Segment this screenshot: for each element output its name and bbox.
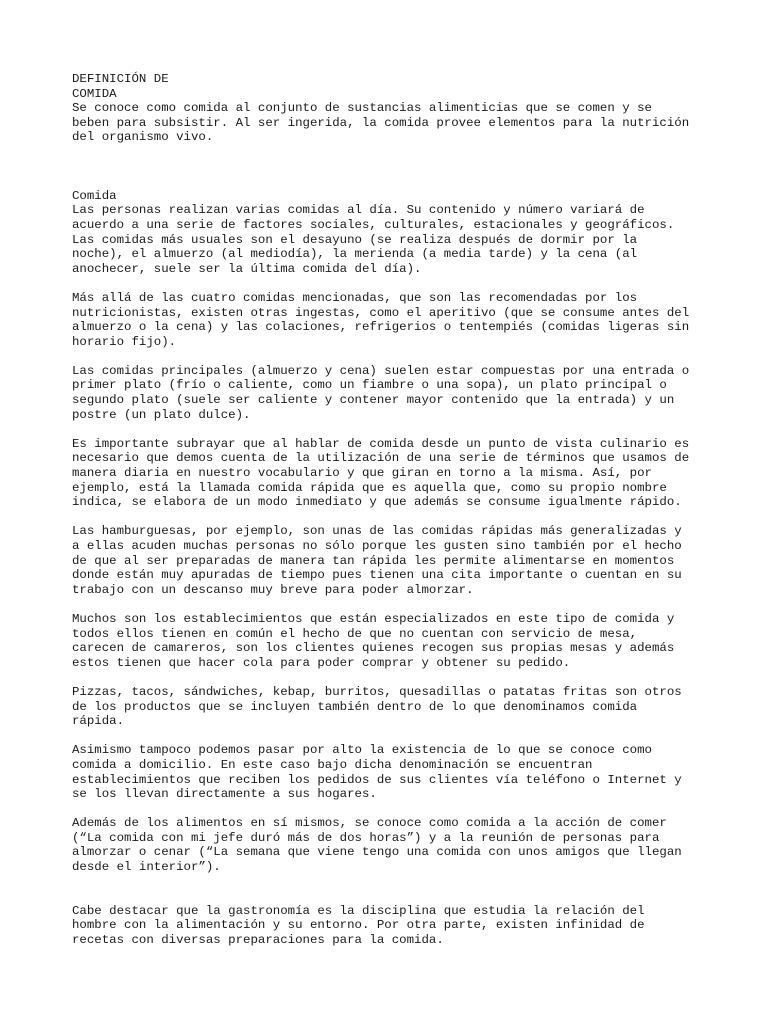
paragraph-gap — [72, 875, 712, 890]
text-line: beben para subsistir. Al ser ingerida, la comida provee elementos para la nutrición — [72, 115, 690, 130]
text-line: a ellas acuden muchas personas no sólo porque les gusten sino también por el hecho — [72, 539, 682, 553]
paragraph — [72, 524, 712, 597]
text-line: almorzar o cenar (“La semana que viene tengo una comida con unos amigos que llegan — [72, 845, 682, 860]
paragraph-gap — [72, 422, 712, 437]
text-line: recetas con diversas preparaciones para la comida. — [72, 933, 444, 948]
paragraph-gap — [72, 160, 712, 175]
paragraph — [72, 437, 712, 510]
paragraph — [72, 364, 712, 422]
text-line: carecen de camareros, son los clientes quienes recogen sus propias mesas y además — [72, 641, 675, 656]
paragraph — [72, 743, 712, 801]
text-line: Se conoce como comida al conjunto de sustancias alimenticias que se comen y se — [72, 101, 652, 116]
text-line: trabajo con un descanso muy breve para poder almorzar. — [72, 582, 474, 597]
text-line: manera diaria en nuestro vocabulario y que giran en torno a la misma. Así, por — [72, 466, 652, 481]
paragraph-gap — [72, 597, 712, 612]
paragraph-gap — [72, 889, 712, 904]
paragraph — [72, 685, 712, 729]
text-line: Es importante subrayar que al hablar de comida desde un punto de vista culinario es — [72, 436, 690, 451]
text-line: todos ellos tienen en común el hecho de que no cuentan con servicio de mesa, — [72, 626, 638, 641]
text-line: Asimismo tampoco podemos pasar por alto la existencia de lo que se conoce como — [72, 743, 652, 758]
paragraph — [72, 816, 712, 874]
text-line: segundo plato (suele ser caliente y contener mayor contenido que la entrada) y un — [72, 393, 675, 408]
paragraph-gap — [72, 174, 712, 189]
text-line: donde están muy apuradas de tiempo pues tienen una cita importante o cuentan en su — [72, 568, 682, 583]
text-line: almuerzo o la cena) y las colaciones, refrigerios o tentempiés (comidas ligeras sin — [72, 320, 690, 335]
text-line: COMIDA — [72, 86, 117, 101]
text-line: comida a domicilio. En este caso bajo dicha denominación se encuentran — [72, 757, 593, 772]
paragraph — [72, 904, 712, 948]
text-line: acuerdo a una serie de factores sociales, culturales, estacionales y geográficos. — [72, 217, 675, 232]
text-line: primer plato (frío o caliente, como un fiambre o una sopa), un plato principal o — [72, 378, 667, 393]
text-line: noche), el almuerzo (al mediodía), la merienda (a media tarde) y la cena (al — [72, 247, 638, 262]
paragraph — [72, 189, 712, 277]
text-line: nutricionistas, existen otras ingestas, como el aperitivo (que se consume antes del — [72, 305, 690, 320]
paragraph — [72, 612, 712, 670]
text-line: hombre con la alimentación y su entorno. Por otra parte, existen infinidad de — [72, 918, 645, 933]
text-line: desde el interior”). — [72, 860, 221, 875]
text-line: Las comidas principales (almuerzo y cena) suelen estar compuestas por una entrada o — [72, 363, 690, 378]
text-line: necesario que demos cuenta de la utilización de una serie de términos que usamos de — [72, 451, 690, 466]
text-line: Pizzas, tacos, sándwiches, kebap, burritos, quesadillas o patatas fritas son otros — [72, 684, 682, 699]
text-line: horario fijo). — [72, 334, 177, 349]
paragraph — [72, 291, 712, 349]
paragraph-gap — [72, 349, 712, 364]
paragraph-gap — [72, 729, 712, 744]
paragraph-gap — [72, 510, 712, 525]
text-line: de que al ser preparadas de manera tan rápida les permite alimentarse en momentos — [72, 553, 675, 568]
definition-paragraph — [72, 72, 712, 145]
text-line: Más allá de las cuatro comidas mencionadas, que son las recomendadas por los — [72, 290, 638, 305]
text-line: de los productos que se incluyen también dentro de lo que denominamos comida — [72, 699, 638, 714]
paragraph-gap — [72, 276, 712, 291]
paragraph-gap — [72, 145, 712, 160]
text-line: Además de los alimentos en sí mismos, se conoce como comida a la acción de comer — [72, 816, 667, 831]
text-line: Las personas realizan varias comidas al día. Su contenido y número variará de — [72, 203, 645, 218]
text-line: estos tienen que hacer cola para poder comprar y obtener su pedido. — [72, 655, 571, 670]
text-line: Cabe destacar que la gastronomía es la disciplina que estudia la relación del — [72, 903, 645, 918]
paragraph-gap — [72, 670, 712, 685]
text-line: indica, se elabora de un modo inmediato y que además se consume igualmente rápido. — [72, 495, 682, 510]
text-line: rápida. — [72, 714, 125, 729]
document-body — [72, 72, 712, 948]
text-line: anochecer, suele ser la última comida del día). — [72, 261, 422, 276]
text-line: ejemplo, está la llamada comida rápida que es aquella que, como su propio nombre — [72, 480, 667, 495]
text-line: postre (un plato dulce). — [72, 407, 251, 422]
text-line: se los llevan directamente a sus hogares. — [72, 787, 377, 802]
text-line: del organismo vivo. — [72, 130, 214, 145]
text-line: Las comidas más usuales son el desayuno (se realiza después de dormir por la — [72, 232, 638, 247]
text-line: Muchos son los establecimientos que están especializados en este tipo de comida y — [72, 611, 675, 626]
text-line: Las hamburguesas, por ejemplo, son unas de las comidas rápidas más generalizadas y — [72, 524, 682, 539]
text-line: DEFINICIÓN DE — [72, 72, 169, 86]
text-line: Comida — [72, 188, 117, 203]
text-line: (“La comida con mi jefe duró más de dos horas”) y a la reunión de personas para — [72, 830, 660, 845]
text-line: establecimientos que reciben los pedidos de sus clientes vía teléfono o Internet y — [72, 772, 682, 787]
paragraph-gap — [72, 802, 712, 817]
